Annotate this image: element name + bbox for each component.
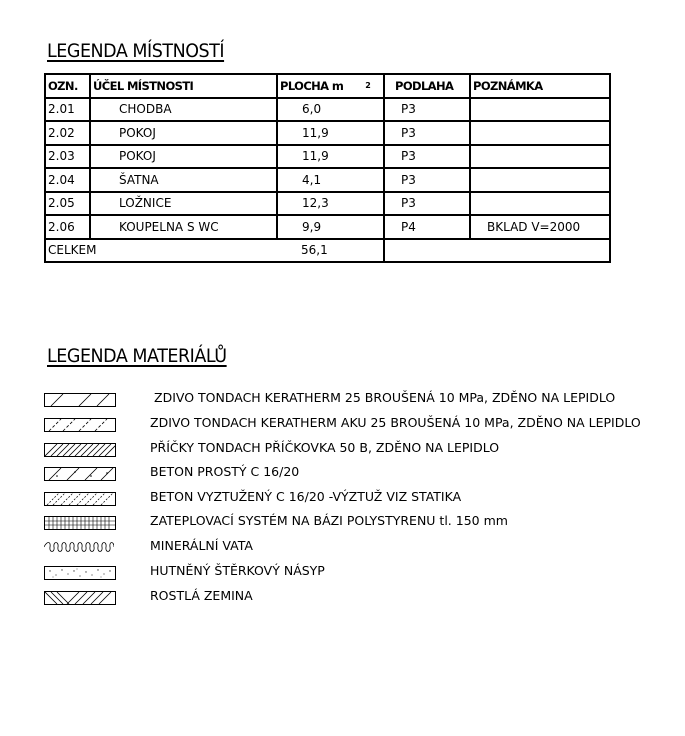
room-name: CHODBA (90, 98, 277, 122)
list-item (44, 390, 664, 414)
earth-swatch-icon (44, 591, 116, 605)
header-area-unit-sup: 2 (365, 80, 371, 90)
header-id: OZN. (45, 74, 90, 98)
room-id: 2.02 (45, 121, 90, 145)
room-note (470, 98, 610, 122)
room-floor: P3 (384, 98, 470, 122)
header-note: POZNÁMKA (470, 74, 610, 98)
list-item (44, 464, 664, 488)
room-name: POKOJ (90, 121, 277, 145)
header-floor: PODLAHA (384, 74, 470, 98)
room-id: 2.03 (45, 145, 90, 169)
room-id: 2.01 (45, 98, 90, 122)
material-label: HUTNĚNÝ ŠTĚRKOVÝ NÁSYP (150, 563, 325, 578)
reinforced-concrete-swatch-icon (44, 492, 116, 506)
room-area: 9,9 (277, 215, 384, 239)
room-note (470, 168, 610, 192)
room-name: LOŽNICE (90, 192, 277, 216)
room-floor: P3 (384, 168, 470, 192)
insulation-grid-swatch-icon (44, 516, 116, 530)
rooms-table (44, 73, 611, 263)
header-area (277, 74, 384, 98)
room-name: KOUPELNA S WC (90, 215, 277, 239)
table-row (45, 121, 610, 145)
list-item (44, 563, 664, 587)
mineral-wool-swatch-icon (44, 541, 114, 553)
material-label: PŘÍČKY TONDACH PŘÍČKOVKA 50 B, ZDĚNO NA LEPIDLO (150, 440, 500, 455)
room-floor: P4 (384, 215, 470, 239)
room-note (470, 192, 610, 216)
room-floor: P3 (384, 121, 470, 145)
concrete-swatch-icon (44, 467, 116, 481)
table-row (45, 215, 610, 239)
table-header-row (45, 74, 610, 98)
material-label: ROSTLÁ ZEMINA (150, 588, 253, 603)
header-purpose: ÚČEL MÍSTNOSTI (90, 74, 277, 98)
room-area: 11,9 (277, 121, 384, 145)
room-name: ŠATNA (90, 168, 277, 192)
rooms-legend-title: LEGENDA MÍSTNOSTÍ (47, 40, 225, 62)
total-label: CELKEM (45, 239, 277, 263)
room-floor: P3 (384, 145, 470, 169)
room-note: BKLAD V=2000 (470, 215, 610, 239)
total-empty-cell (384, 239, 610, 263)
dense-hatch-swatch-icon (44, 443, 116, 457)
table-row (45, 192, 610, 216)
dashed-hatch-swatch-icon (44, 418, 116, 432)
header-area-label: PLOCHA m (280, 78, 344, 93)
room-id: 2.05 (45, 192, 90, 216)
room-note (470, 145, 610, 169)
list-item (44, 489, 664, 513)
list-item (44, 513, 664, 537)
room-area: 12,3 (277, 192, 384, 216)
room-area: 6,0 (277, 98, 384, 122)
material-label: ZDIVO TONDACH KERATHERM AKU 25 BROUŠENÁ 10 MPa, ZDĚNO NA LEPIDLO (150, 415, 641, 430)
room-note (470, 121, 610, 145)
list-item (44, 588, 664, 612)
material-label: ZDIVO TONDACH KERATHERM 25 BROUŠENÁ 10 MPa, ZDĚNO NA LEPIDLO (154, 390, 616, 405)
material-label: MINERÁLNÍ VATA (150, 538, 253, 553)
room-area: 4,1 (277, 168, 384, 192)
room-id: 2.04 (45, 168, 90, 192)
material-label: ZATEPLOVACÍ SYSTÉM NA BÁZI POLYSTYRENU tl. 150 mm (150, 513, 508, 528)
total-area: 56,1 (277, 239, 384, 263)
list-item (44, 538, 664, 562)
material-label: BETON PROSTÝ C 16/20 (150, 464, 300, 479)
sparse-hatch-swatch-icon (44, 393, 116, 407)
table-row (45, 145, 610, 169)
material-label: BETON VYZTUŽENÝ C 16/20 -VÝZTUŽ VIZ STATIKA (150, 489, 462, 504)
list-item (44, 440, 664, 464)
room-floor: P3 (384, 192, 470, 216)
list-item (44, 415, 664, 439)
room-id: 2.06 (45, 215, 90, 239)
room-name: POKOJ (90, 145, 277, 169)
materials-legend-title: LEGENDA MATERIÁLŮ (47, 345, 227, 367)
table-total-row (45, 239, 610, 263)
table-row (45, 168, 610, 192)
table-row (45, 98, 610, 122)
gravel-swatch-icon (44, 566, 116, 580)
room-area: 11,9 (277, 145, 384, 169)
